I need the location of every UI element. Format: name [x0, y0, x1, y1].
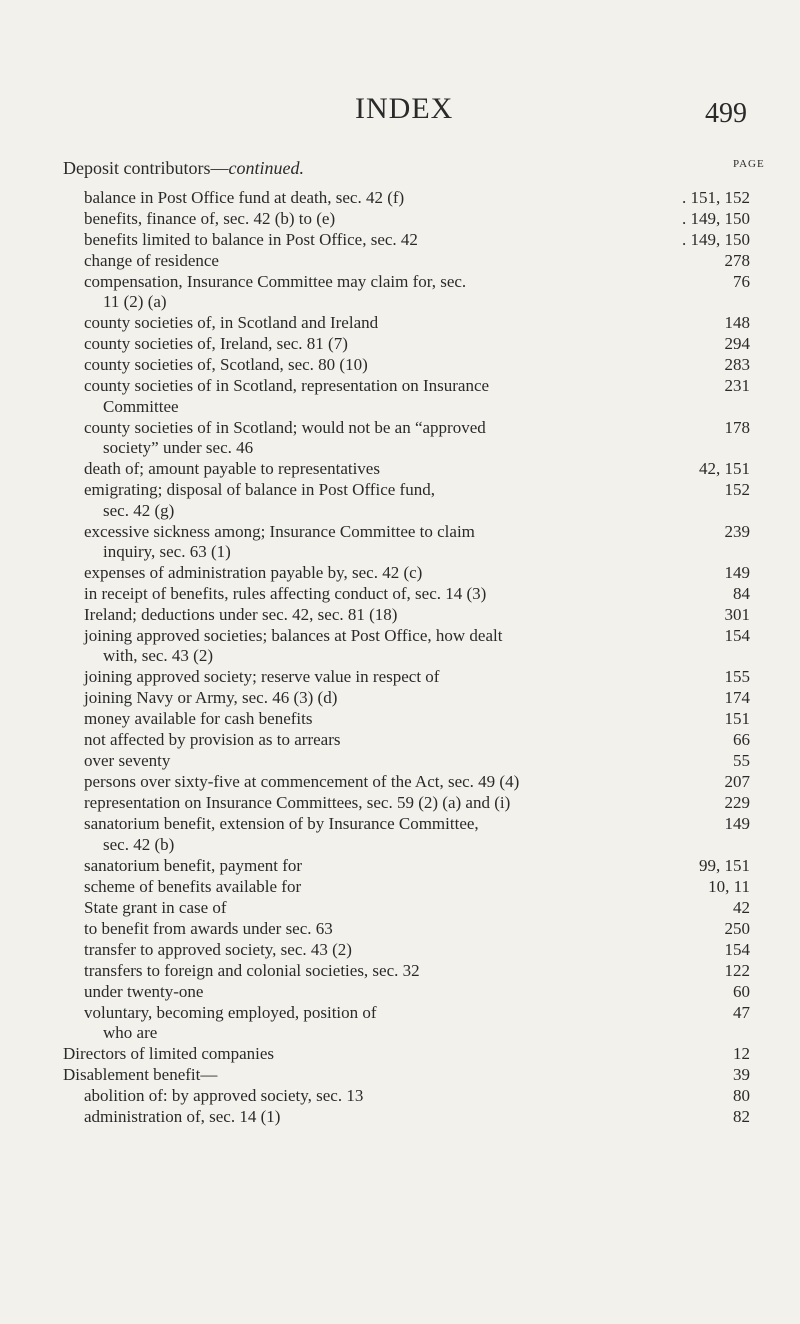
entry-page-ref: 149 [724, 814, 750, 834]
index-subentry-page-ref: 80 [733, 1086, 750, 1106]
entry-text: representation on Insurance Committees, sec. 59 (2) (a) and (i) [84, 793, 511, 813]
entry-text: benefits, finance of, sec. 42 (b) to (e) [84, 209, 336, 228]
entry-text: county societies of in Scotland; would not be an “approved [84, 417, 486, 437]
entry-text: death of; amount payable to representatives [84, 459, 380, 479]
index-subentry-page-ref: 82 [733, 1107, 750, 1127]
entry-text-continuation: sec. 42 (b) [103, 834, 175, 854]
entry-text: compensation, Insurance Committee may claim for, sec. [84, 272, 467, 291]
main-heading-continued: continued. [228, 158, 304, 178]
entry-text: transfers to foreign and colonial societies, sec. 32 [84, 960, 420, 980]
page-column-label: PAGE [733, 158, 765, 170]
entry-page-ref: 250 [724, 918, 750, 938]
entry-text-continuation: Committee [103, 396, 179, 416]
entry-text: expenses of administration payable by, sec. 42 (c) [84, 563, 423, 582]
index-heading-disablement-text: Disablement benefit— [63, 1065, 218, 1085]
entry-text-continuation: with, sec. 43 (2) [103, 646, 214, 666]
entry-text-continuation: society” under sec. 46 [103, 438, 254, 458]
entry-page-ref: 47 [733, 1002, 750, 1022]
entry-text: joining approved societies; balances at Post Office, how dealt [84, 626, 503, 645]
entry-page-ref: . 149, 150 [682, 230, 750, 249]
running-head-title: INDEX [355, 92, 454, 125]
main-heading [63, 158, 304, 179]
entry-page-ref: . 151, 152 [682, 188, 750, 207]
index-subentry-text: abolition of: by approved society, sec. 13 [84, 1086, 364, 1106]
entry-page-ref: 10, 11 [708, 876, 750, 896]
index-heading-directors-page-ref: 12 [733, 1044, 750, 1064]
entry-text: over seventy [84, 751, 171, 771]
entry-text: to benefit from awards under sec. 63 [84, 918, 333, 938]
entry-text-continuation: 11 (2) (a) [103, 292, 167, 312]
entry-text: in receipt of benefits, rules affecting conduct of, sec. 14 (3) [84, 584, 487, 603]
entry-page-ref: 152 [724, 480, 750, 500]
entry-page-ref: 42 [733, 897, 750, 917]
entry-text: voluntary, becoming employed, position of [84, 1002, 377, 1022]
entry-page-ref: 66 [733, 730, 750, 750]
entry-text: emigrating; disposal of balance in Post Office fund, [84, 480, 435, 500]
main-heading-term: Deposit contributors— [63, 158, 229, 178]
page-number: 499 [705, 98, 747, 129]
entry-text: scheme of benefits available for [84, 876, 302, 896]
entry-text: balance in Post Office fund at death, sec. 42 (f) [84, 188, 405, 207]
entry-page-ref: 229 [724, 793, 750, 813]
entry-page-ref: 207 [724, 772, 750, 792]
entry-text: joining approved society; reserve value in respect of [84, 667, 440, 687]
entry-page-ref: 155 [724, 667, 750, 687]
entry-page-ref: 60 [733, 981, 750, 1001]
entry-text: sanatorium benefit, payment for [84, 855, 303, 875]
entry-page-ref: 76 [733, 272, 750, 291]
entry-text: under twenty-one [84, 981, 204, 1001]
entry-text: sanatorium benefit, extension of by Insurance Committee, [84, 814, 479, 834]
entry-text-continuation: sec. 42 (g) [103, 500, 175, 520]
entry-text: Ireland; deductions under sec. 42, sec. 81 (18) [84, 605, 398, 624]
entry-page-ref: 301 [724, 605, 750, 624]
entry-text: money available for cash benefits [84, 709, 313, 729]
entry-page-ref: 178 [724, 417, 750, 437]
entry-page-ref: 278 [724, 251, 750, 270]
entry-page-ref: 231 [724, 376, 750, 396]
entry-page-ref: 151 [724, 709, 750, 729]
entry-page-ref: 294 [724, 334, 750, 354]
index-subentry-text: administration of, sec. 14 (1) [84, 1107, 281, 1127]
entry-page-ref: 239 [724, 521, 750, 541]
entry-page-ref: 99, 151 [699, 855, 750, 875]
entry-text-continuation: inquiry, sec. 63 (1) [103, 541, 231, 561]
entry-text: county societies of in Scotland, representation on Insurance [84, 376, 490, 396]
entry-page-ref: 84 [733, 584, 750, 603]
entry-text: State grant in case of [84, 897, 227, 917]
entry-page-ref: 55 [733, 751, 750, 771]
entry-text: not affected by provision as to arrears [84, 730, 341, 750]
entry-text: county societies of, Ireland, sec. 81 (7) [84, 334, 348, 354]
entry-page-ref: 154 [724, 939, 750, 959]
entry-page-ref: 148 [724, 313, 750, 333]
entry-text: transfer to approved society, sec. 43 (2) [84, 939, 352, 959]
entry-text: persons over sixty-five at commencement of the Act, sec. 49 (4) [84, 772, 520, 792]
index-heading-disablement-page-ref: 39 [733, 1065, 750, 1085]
entry-text: county societies of, Scotland, sec. 80 (10) [84, 355, 368, 375]
entry-page-ref: . 149, 150 [682, 209, 750, 228]
entry-page-ref: 154 [724, 626, 750, 645]
entry-page-ref: 122 [724, 960, 750, 980]
entry-page-ref: 149 [724, 563, 750, 582]
entry-text: benefits limited to balance in Post Office, sec. 42 [84, 230, 418, 249]
entry-page-ref: 174 [724, 688, 750, 708]
index-heading-directors-text: Directors of limited companies [63, 1044, 275, 1064]
entry-text: excessive sickness among; Insurance Committee to claim [84, 521, 475, 541]
entry-page-ref: 283 [724, 355, 750, 375]
entry-text: county societies of, in Scotland and Ireland [84, 313, 379, 333]
entry-page-ref: 42, 151 [699, 459, 750, 479]
entry-text: joining Navy or Army, sec. 46 (3) (d) [84, 688, 338, 708]
entry-text: change of residence [84, 251, 219, 270]
entry-text-continuation: who are [103, 1023, 158, 1043]
